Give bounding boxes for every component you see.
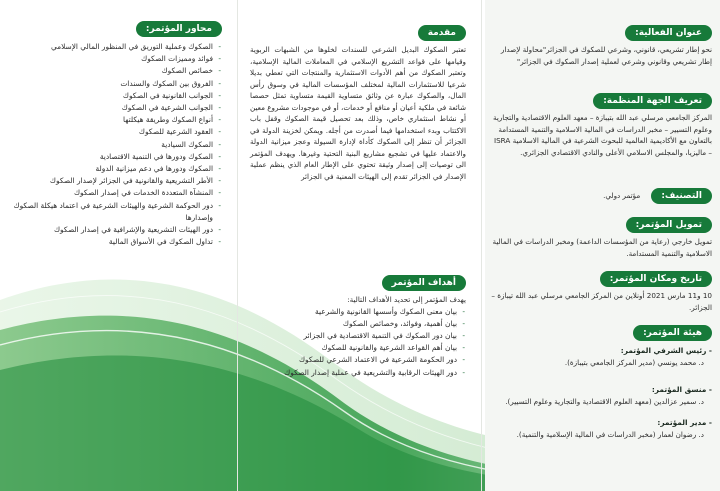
conference-axes-section	[6, 16, 222, 248]
member-role: - منسق المؤتمر:	[651, 385, 712, 394]
section-heading: أهداف المؤتمر	[382, 275, 466, 291]
axes-list	[6, 41, 222, 248]
section-heading: التصنيف:	[651, 188, 712, 204]
list-item: - العقود الشرعية للصكوك	[6, 126, 213, 138]
list-item: - دور الهيئات التشريعية والإشرافية في إصدار الصكوك	[6, 224, 213, 236]
list-item: - بيان أهم القواعد الشرعية والقانونية للصكوك	[250, 342, 457, 354]
event-title-text: نحو إطار تشريعي، قانوني، وشرعي للصكوك في الجزائر"محاولة لإصدار إطار تشريعي وقانوني وشرعي لعملية إصدار الصكوك في الجزائر"	[500, 45, 712, 66]
funding-section	[491, 212, 712, 259]
list-item: - الجوانب القانونية في الصكوك	[6, 90, 213, 102]
left-column	[0, 0, 230, 491]
section-heading: تمويل المؤتمر:	[626, 217, 712, 233]
middle-column	[244, 0, 474, 491]
section-heading: عنوان الفعالية:	[625, 25, 712, 41]
list-item: - الصكوك ودورها في التنمية الاقتصادية	[6, 151, 213, 163]
column-divider	[237, 0, 238, 491]
section-heading: محاور المؤتمر:	[136, 21, 222, 37]
list-item: - دور الحكومة الشرعية في الاعتماد الشرعي للصكوك	[250, 354, 457, 366]
section-heading: هيئة المؤتمر:	[633, 325, 712, 341]
goals-section	[250, 270, 466, 379]
member-role: - مدير المؤتمر:	[657, 418, 712, 427]
list-item: - تداول الصكوك في الأسواق المالية	[6, 236, 213, 248]
member-name: د. سمير عزالدين (معهد العلوم الاقتصادية والتجارية وعلوم التسيير).	[505, 397, 704, 406]
introduction-section	[250, 20, 466, 182]
funding-text: تمويل خارجي (رعاية من المؤسسات الداعمة) ومخبر الدراسات في المالية الاسلامية والتنمية المستدامة.	[492, 237, 712, 258]
committee-section	[491, 320, 712, 440]
list-item: - الصكوك السيادية	[6, 139, 213, 151]
column-divider	[481, 0, 482, 491]
section-heading: مقدمة	[418, 25, 466, 41]
event-title-section	[491, 20, 712, 67]
list-item: - أنواع الصكوك وطريقة هيكلتها	[6, 114, 213, 126]
member-role: - رئيس الشرفي المؤتمر:	[620, 346, 712, 355]
list-item: - الصكوك ودورها في دعم ميزانية الدولة	[6, 163, 213, 175]
list-item: - بيان دور الصكوك في التنمية الاقتصادية في الجزائر	[250, 330, 457, 342]
section-heading: تاريخ ومكان المؤتمر:	[600, 271, 712, 287]
list-item: - بيان أهمية، وفوائد، وخصائص الصكوك	[250, 318, 457, 330]
date-location-text: 10 و11 مارس 2021 أونلاين من المركز الجامعي مرسلي عبد الله تيبازة –الجزائر.	[491, 291, 712, 312]
list-item: - فوائد ومميزات الصكوك	[6, 53, 213, 65]
list-item: - الجوانب الشرعية في الصكوك	[6, 102, 213, 114]
goals-lead: يهدف المؤتمر إلى تحديد الأهداف التالية:	[347, 295, 466, 304]
committee-member	[491, 384, 712, 407]
goals-list	[250, 306, 466, 379]
list-item: - المنشآة المتعددة الخدمات في إصدار الصكوك	[6, 187, 213, 199]
organizer-text: المركز الجامعي مرسلي عبد الله بتيبازة – معهد العلوم الاقتصادية والتجارية وعلوم التسيير – مخبر الدراسات في المالية الاسلامية والتنمية المستدامة بالتعاون مع الأكاديمية العالمية للبحوث الشرعية في المالية الاسلامية ISRA – ماليزيا، والمجلس الاسلامي الأعلى والنادي الاقتصادي الجزائري.	[492, 113, 712, 157]
committee-member	[491, 345, 712, 368]
member-name: د. رضوان لعمار (مخبر الدراسات في المالية الإسلامية والتنمية).	[516, 430, 704, 439]
introduction-text: تعتبر الصكوك البديل الشرعي للسندات لخلوها من الشبهات الربوية وقيامها على قواعد التشريع الإسلامي في المعاملات المالية الإسلامية، وتعتبر الصكوك من أهم الأدوات الاستثمارية والمنتجات التي تعطي بديلا شرعيا للاستثمارات المالية لمختلف المؤسسات المالية في وسوق رأس المال، والصكوك عبارة عن وثائق متساوية القيمة متساوية تمثل حصصا شائعة في ملكية أعيان أو منافع أو خدمات، أو في موجودات مشروع معين أو نشاط استثماري خاص، وذلك بعد تحصيل قيمة الصكوك وقفل باب الاكتتاب وبدء استخدامها فيما أصدرت من أجله. ويمكن لخزينة الدولة في الجزائر أن تنظر إلى الصكوك كأداة لإدارة السيولة وعجز ميزانية الدولة والاعتماد عليها في تشجيع مشاريع البنية التحتية وغيرها. ويهدف المؤتمر الى توصيات إلى إصدار وثيقة تحتوي على الإطار العام الذي ينظم عملية الإصدار في الجزائر تقدم إلى الهيئات المعنية في الجزائر	[250, 45, 466, 181]
list-item: - بيان معنى الصكوك وأسسها القانونية والشرعية	[250, 306, 457, 318]
list-item: - دور الهيئات الرقابية والتشريعية في عملية إصدار الصكوك	[250, 367, 457, 379]
date-location-section	[491, 266, 712, 313]
classification-section	[491, 183, 712, 204]
classification-value: مؤتمر دولي.	[603, 191, 641, 200]
list-item: - خصائص الصكوك	[6, 65, 213, 77]
list-item: - الأطر التشريعية والقانونية في الجزائر لإصدار الصكوك	[6, 175, 213, 187]
section-heading: تعريف الجهة المنظمة:	[593, 93, 712, 109]
right-column	[485, 0, 720, 491]
list-item: - الفروق بين الصكوك والسندات	[6, 78, 213, 90]
committee-member	[491, 417, 712, 440]
list-item: - دور الحوكمة الشرعية والهيئات الشرعية في اعتماد هيكلة الصكوك وإصدارها	[6, 200, 213, 224]
organizer-section	[491, 88, 712, 158]
list-item: - الصكوك وعملية التوريق في المنظور المالي الإسلامي	[6, 41, 213, 53]
member-name: د. محمد يونسي (مدير المركز الجامعي بتيبازة).	[564, 358, 704, 367]
